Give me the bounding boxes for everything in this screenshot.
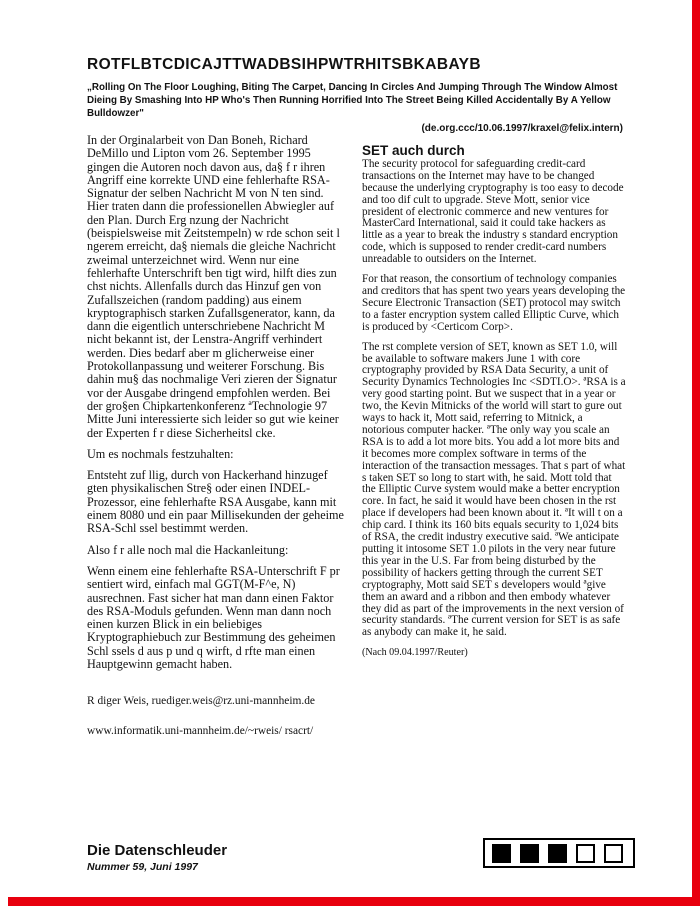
left-paragraph: In der Orginalarbeit von Dan Boneh, Richard DeMillo und Lipton vom 26. September 1995 gingen die Autoren noch davon aus, da§ f r ihren Angriff eine korrekte UND eine fehlerhafte RSA-Signatur der selben Nachricht M von N ten sind. Hier traten dann die professionellen Abwiegler auf den Plan. Durch Erg nzung der Nachricht (beispielsweise mit Zeitstempeln) w rde schon seit l ngerem erreicht, da§ niemals die gleiche Nachricht zweimal unterzeichnet wird. Wenn nur eine fehlerhafte Unterschrift ben tigt wird, hilft dies zun chst nichts. Allenfalls durch das Hinzuf gen von Zufallszeichen (random padding) aus einem kryptographisch starken Zufallsgenerator, kann, da dann die eigentlich unterschriebene Nachricht M nicht bekannt ist, der Lenstra-Angriff verhindert werden. Dies bedarf aber m glicherweise einer Protokollanpassung und weiterer Forschung. Bis dahin mu§ das nochmalige Veri zieren der Signatur vor der Ausgabe dringend empfohlen werden. Bei der gro§en Chipkartenkonferenz ªTechnologie 97 Mitte Juni interessierte sich leider so gut wie keiner der Experten f r diese Sicherheitsl cke. <box>87 133 340 440</box>
article-header <box>87 56 623 134</box>
source-note: (Nach 09.04.1997/Reuter) <box>362 647 468 659</box>
right-paragraph: For that reason, the consortium of technology companies and creditors that has spent two years years developing the Secure Electronic Transaction (SET) protocol may switch to a faster encryption system called Elliptic Curve, which is produced by <Certicom Corp>. <box>362 273 626 333</box>
headline-subtitle: „Rolling On The Floor Loughing, Biting The Carpet, Dancing In Circles And Jumping Through The Window Almost Dieing By Smashing Into HP Who's Then Running Horrified Into The Street Being Killed Accidentally By A Yellow Bulldowzer" <box>87 82 618 119</box>
left-paragraph: Entsteht zuf llig, durch von Hackerhand hinzugef gten physikalischen Stre§ oder einen INDEL-Prozessor, eine fehlerhafte RSA Ausgabe, kann mit einem 8080 und ein paar Millisekunden der geheime RSA-Schl ssel bestimmt werden. <box>87 468 344 536</box>
left-column <box>87 134 345 746</box>
indicator-square-filled <box>548 844 567 863</box>
left-paragraph: Um es nochmals festzuhalten: <box>87 446 234 461</box>
author-contact: R diger Weis, ruediger.weis@rz.uni-mannheim.de <box>87 695 315 708</box>
indicator-square-empty <box>604 844 623 863</box>
red-border-right <box>692 0 700 906</box>
left-paragraph: Also f r alle noch mal die Hackanleitung: <box>87 542 289 557</box>
right-column <box>362 145 626 667</box>
indicator-square-empty <box>576 844 595 863</box>
right-paragraph: The security protocol for safeguarding credit-card transactions on the Internet may have to be changed because the underlying cryptography is too easy to decode and too dif cult to upgrade. Steve Mott, senior vice president of electronic commerce and new ventures for MasterCard International, said it could take hackers as little as a year to break the industry s standard encryption code, which is supposed to render credit-card numbers unreadable to outsiders on the Internet. <box>362 157 624 266</box>
red-border-bottom <box>8 897 700 906</box>
right-paragraph: The rst complete version of SET, known as SET 1.0, will be available to software makers June 1 with core cryptography provided by RSA Data Security, a unit of Security Dynamics Technologies Inc <SDTI.O>. ªRSA is a very good starting point. But we suspect that in a year or two, the Kevin Mitnicks of the world will start to gure out ways to hack it, Mott said, referring to Mitnick, a notorious computer hacker. ªThe only way you scale an RSA is to add a lot more bits. You add a lot more bits and it becomes more complex software in terms of the interaction of the transaction messages. That s part of what s taken SET so long to start with, he said. Mott told that the Elliptic Curve system would make a better encryption core. In fact, he said it would have been chosen in the rst place if developers had been known about it. ªIt will t on a chip card. I think its 160 bits equals security to 1,024 bits of RSA, the credit industry executive said. ªWe anticipate putting it intosome SET 1.0 pilots in the very near future this year in the U.S. Far from being disturbed by the possibility of hackers getting through the current SET cryptography, Mott said SET s developers would ªgive them an award and a ribbon and then embody whatever they did as part of the improvements in the next version of security standards. ªThe current version for SET is as safe as anybody can make it, he said. <box>362 340 626 639</box>
magazine-footer <box>87 842 227 873</box>
indicator-square-filled <box>520 844 539 863</box>
issue-number: Nummer 59, Juni 1997 <box>87 861 198 873</box>
magazine-title: Die Datenschleuder <box>87 842 228 859</box>
indicator-square-filled <box>492 844 511 863</box>
website-url: www.informatik.uni-mannheim.de/~rweis/ rsacrt/ <box>87 724 314 737</box>
headline: ROTFLBTCDICAJTTWADBSIHPWTRHITSBKABAYB <box>87 56 481 73</box>
attribution-line: (de.org.ccc/10.06.1997/kraxel@felix.intern) <box>421 123 623 135</box>
page-indicator <box>483 838 635 868</box>
section-heading: SET auch durch <box>362 143 465 158</box>
left-paragraph: Wenn einem eine fehlerhafte RSA-Unterschrift F pr sentiert wird, einfach mal GGT(M-F^e, N) ausrechnen. Fast sicher hat man dann einen Faktor des RSA-Moduls gefunden. Wenn man dann noch einen kurzen Blick in ein beliebiges Kryptographiebuch zur Bestimmung des geheimen Schl ssels d aus p und q wirft, d rfte man einen Hauptgewinn gemacht haben. <box>87 563 340 671</box>
